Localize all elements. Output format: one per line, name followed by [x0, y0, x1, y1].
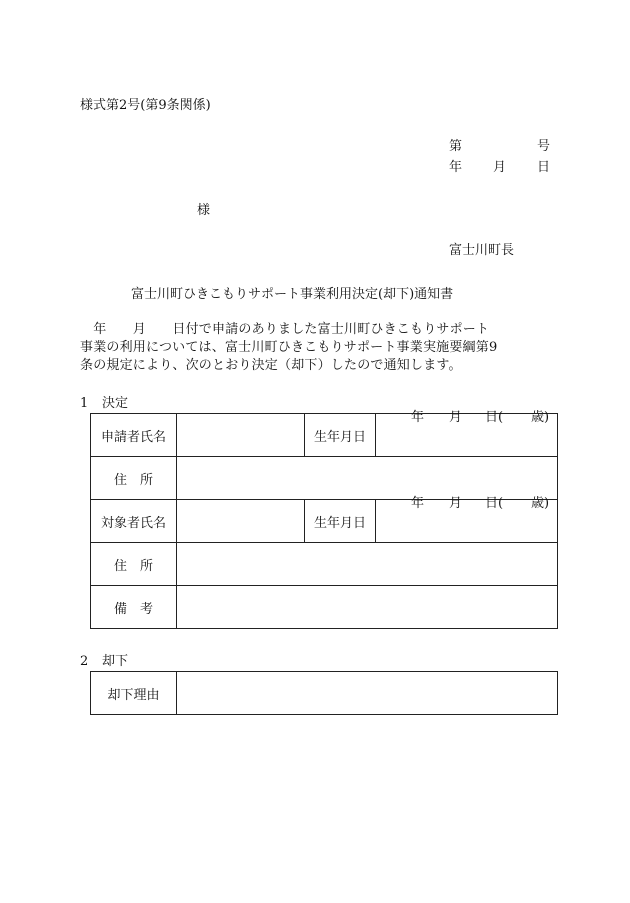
doc-date-month: 月	[493, 160, 507, 175]
rejection-reason-label: 却下理由	[91, 672, 177, 715]
doc-number-suffix: 号	[537, 139, 551, 154]
section1-heading	[80, 396, 128, 412]
age-unit: 歳)	[531, 410, 550, 425]
doc-date-year: 年	[449, 160, 463, 175]
applicant-birth-field[interactable]	[376, 410, 558, 457]
applicant-name-field[interactable]	[177, 414, 305, 457]
document-title: 富士川町ひきこもりサポート事業利用決定(却下)通知書	[131, 287, 454, 302]
table-row	[91, 543, 558, 586]
subject-name-field[interactable]	[177, 500, 305, 543]
doc-number-prefix: 第	[449, 139, 463, 154]
body-line: 事業の利用については、富士川町ひきこもりサポート事業実施要綱第9	[80, 340, 498, 355]
applicant-name-label: 申請者氏名	[91, 414, 177, 457]
section2-title: 却下	[102, 654, 129, 669]
form-number: 様式第2号(第9条関係)	[80, 98, 211, 113]
subject-birth-field[interactable]	[376, 496, 558, 543]
birth-month-unit: 月	[449, 496, 463, 511]
birth-year-unit: 年	[411, 496, 425, 511]
addressee-suffix: 様	[197, 203, 211, 218]
doc-date-day: 日	[537, 160, 551, 175]
applicant-address-label: 住 所	[91, 457, 177, 500]
remarks-label: 備 考	[91, 586, 177, 629]
applicant-birth-label: 生年月日	[305, 414, 376, 457]
birth-month-unit: 月	[449, 410, 463, 425]
birth-year-unit: 年	[411, 410, 425, 425]
rejection-table	[90, 671, 558, 715]
table-row	[91, 586, 558, 629]
age-unit: 歳)	[531, 496, 550, 511]
subject-birth-label: 生年月日	[305, 500, 376, 543]
remarks-field[interactable]	[177, 586, 558, 629]
body-text	[80, 321, 558, 375]
body-line: 条の規定により、次のとおり決定（却下）したので通知します。	[80, 358, 462, 373]
subject-address-field[interactable]	[177, 543, 558, 586]
table-row	[91, 672, 558, 715]
issuer-name: 富士川町長	[449, 243, 515, 258]
birth-day-unit: 日(	[485, 496, 504, 511]
subject-address-label: 住 所	[91, 543, 177, 586]
table-row	[91, 414, 558, 457]
rejection-reason-field[interactable]	[177, 672, 558, 715]
section2-number: 2	[80, 654, 89, 669]
section1-title: 決定	[102, 396, 129, 411]
birth-day-unit: 日(	[485, 410, 504, 425]
subject-name-label: 対象者氏名	[91, 500, 177, 543]
table-row	[91, 500, 558, 543]
decision-table	[90, 410, 558, 629]
section1-number: 1	[80, 396, 89, 411]
body-line: 年 月 日付で申請のありました富士川町ひきこもりサポート	[80, 322, 490, 337]
section2-heading	[80, 654, 128, 670]
